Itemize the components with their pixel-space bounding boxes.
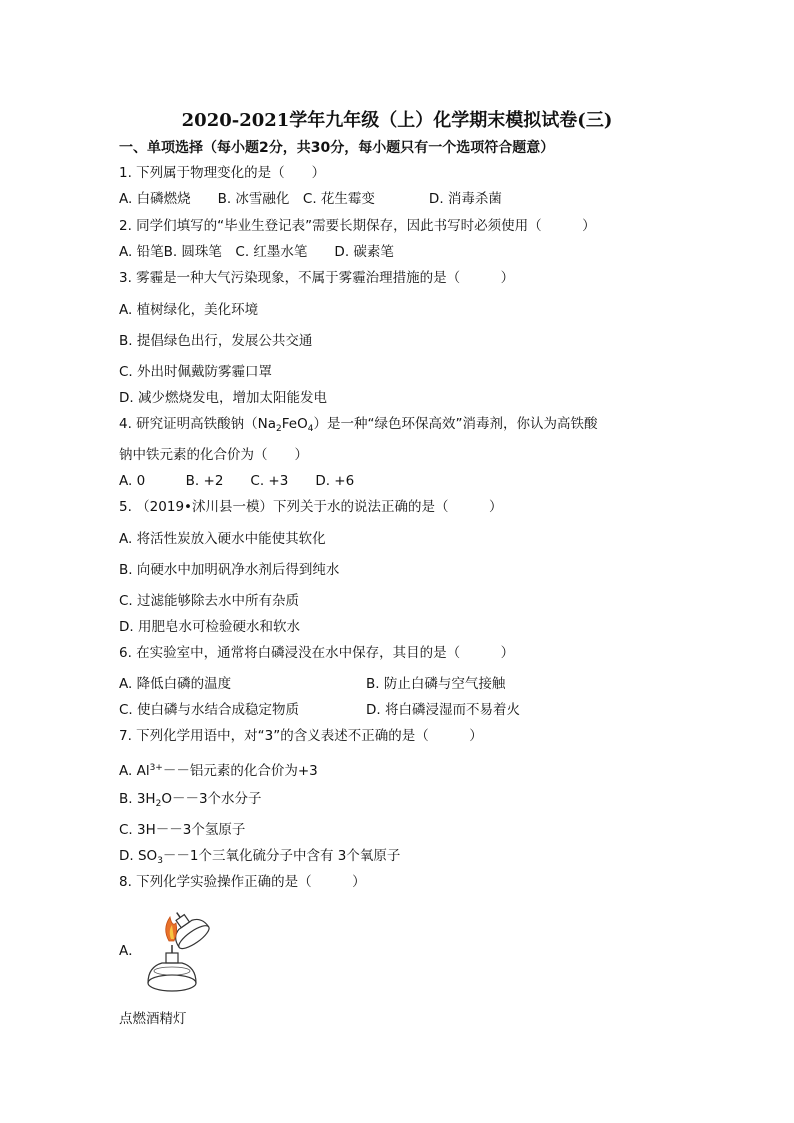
question-8-option-a-caption: 点燃酒精灯 (119, 1011, 187, 1027)
question-4-stem (119, 415, 597, 438)
question-6-option-d: D. 将白磷浸湿而不易着火 (366, 702, 520, 718)
question-2-options: A. 铅笔B. 圆珠笔 C. 红墨水笔 D. 碳素笔 (119, 244, 394, 260)
section-heading: 一、单项选择（每小题2分，共30分，每小题只有一个选项符合题意） (119, 140, 555, 156)
question-6-option-c: C. 使白磷与水结合成稳定物质 (119, 702, 300, 718)
question-3-option-d: D. 减少燃烧发电，增加太阳能发电 (119, 390, 327, 406)
formula-o-subscript: 4 (307, 424, 314, 434)
question-7-option-b (119, 790, 262, 813)
formula-feo: FeO (281, 416, 308, 432)
exam-title: 2020-2021学年九年级（上）化学期末模拟试卷(三) (181, 110, 613, 131)
formula-na-subscript: 2 (276, 424, 282, 434)
question-7-option-c: C. 3H－－3个氢原子 (119, 822, 246, 838)
alcohol-lamp-lighting-illustration (142, 905, 222, 1000)
option-a-text: －－铝元素的化合价为+3 (162, 763, 318, 779)
option-d-subscript: 3 (157, 856, 163, 866)
option-a-symbol: A. Al (119, 763, 150, 779)
question-7-option-d (119, 847, 400, 870)
question-8-option-a-label: A． (119, 943, 142, 959)
option-b-subscript: 2 (155, 799, 162, 809)
question-3-stem: 3. 雾霾是一种大气污染现象，不属于雾霾治理措施的是（ ） (119, 270, 515, 286)
question-7-stem: 7. 下列化学用语中，对“3”的含义表述不正确的是（ ） (119, 728, 483, 744)
question-5-option-b: B. 向硬水中加明矾净水剂后得到纯水 (119, 562, 340, 578)
question-7-option-a (119, 759, 318, 780)
question-4-options: A. 0 B. +2 C. +3 D. +6 (119, 473, 355, 489)
question-2-stem: 2. 同学们填写的“毕业生登记表”需要长期保存，因此书写时必须使用（ ） (119, 218, 596, 234)
question-5-option-a: A. 将活性炭放入硬水中能使其软化 (119, 531, 326, 547)
question-1-options: A. 白磷燃烧 B. 冰雪融化 C. 花生霉变 D. 消毒杀菌 (119, 191, 502, 207)
option-b-symbol: B. 3H (119, 791, 156, 807)
option-b-text: O－－3个水分子 (161, 791, 262, 807)
formula-na: Na (257, 416, 277, 432)
question-4-stem-post: ）是一种“绿色环保高效”消毒剂，你认为高铁酸 (313, 416, 598, 432)
question-5-stem: 5. （2019•沭川县一模）下列关于水的说法正确的是（ ） (119, 499, 503, 515)
question-1-stem: 1. 下列属于物理变化的是（ ） (119, 165, 326, 181)
question-6-option-b: B. 防止白磷与空气接触 (366, 676, 506, 692)
option-a-charge: 3+ (149, 763, 163, 773)
option-d-symbol: D. SO (119, 848, 158, 864)
question-6-stem: 6. 在实验室中，通常将白磷浸没在水中保存，其目的是（ ） (119, 645, 515, 661)
question-6-option-a: A. 降低白磷的温度 (119, 676, 232, 692)
question-5-option-d: D. 用肥皂水可检验硬水和软水 (119, 619, 300, 635)
question-4-stem-pre: 4. 研究证明高铁酸钠（ (119, 416, 258, 432)
question-3-option-c: C. 外出时佩戴防雾霾口罩 (119, 364, 273, 380)
question-4-stem-line2: 钠中铁元素的化合价为（ ） (119, 447, 308, 463)
question-3-option-b: B. 提倡绿色出行，发展公共交通 (119, 333, 313, 349)
option-d-text: －－1个三氧化硫分子中含有 3个氧原子 (162, 848, 401, 864)
question-3-option-a: A. 植树绿化，美化环境 (119, 302, 259, 318)
question-8-stem: 8. 下列化学实验操作正确的是（ ） (119, 874, 366, 890)
question-5-option-c: C. 过滤能够除去水中所有杂质 (119, 593, 300, 609)
